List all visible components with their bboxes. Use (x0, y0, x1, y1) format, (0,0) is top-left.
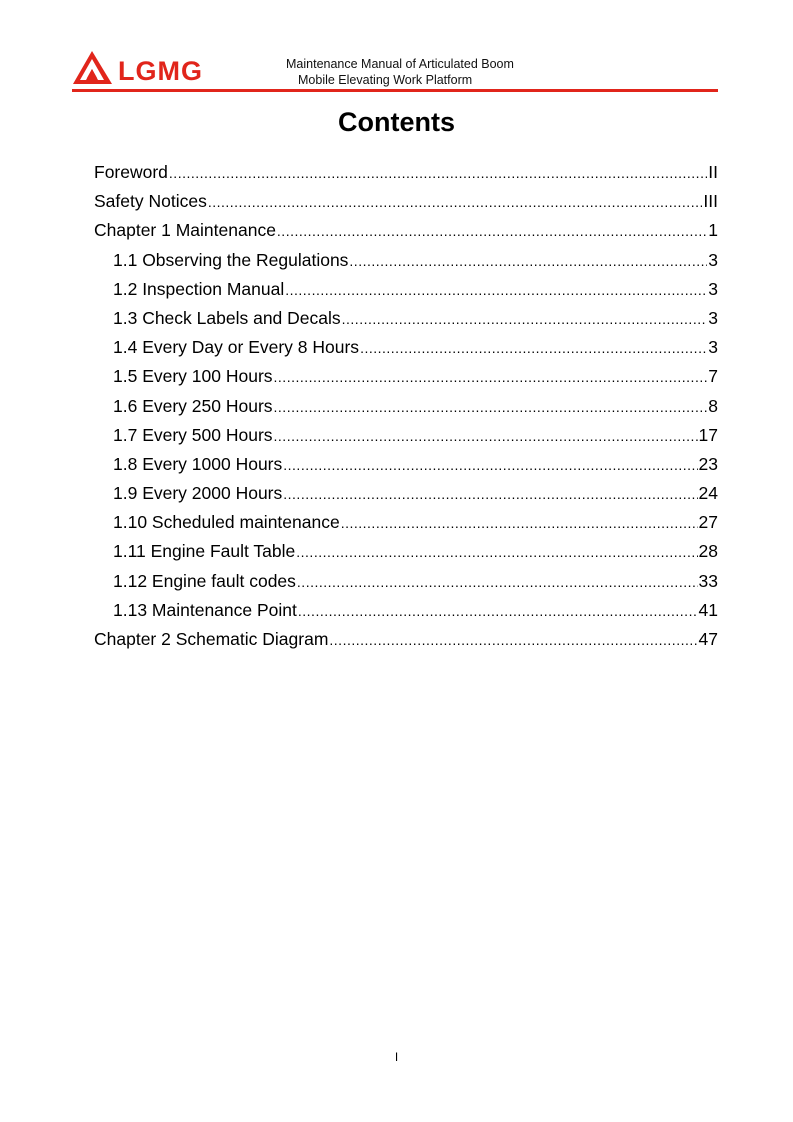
toc-entry-page[interactable]: 41 (698, 599, 718, 620)
lgmg-logo-mark (72, 50, 222, 86)
toc-entry-page[interactable]: II (708, 162, 718, 182)
toc-leader-dots (285, 275, 707, 305)
toc-entry-page[interactable]: 3 (708, 278, 718, 299)
toc-leader-dots (274, 362, 708, 392)
toc-entry[interactable] (94, 596, 718, 625)
toc-entry-page[interactable]: III (703, 191, 718, 212)
toc-leader-dots (274, 392, 708, 422)
logo-text: LGMG (118, 56, 203, 86)
toc-leader-dots (297, 567, 698, 597)
toc-leader-dots (342, 304, 708, 334)
toc-entry[interactable] (94, 508, 718, 537)
toc-entry[interactable] (94, 479, 718, 508)
toc-entry-page[interactable]: 33 (698, 570, 718, 591)
toc-leader-dots (283, 450, 697, 480)
toc-entry-page[interactable]: 47 (698, 629, 718, 649)
toc-entry-page[interactable]: 27 (698, 512, 718, 533)
toc-leader-dots (169, 158, 707, 188)
toc-leader-dots (349, 246, 707, 276)
toc-entry-label[interactable]: 1.10 Scheduled maintenance (113, 512, 340, 533)
toc-entry[interactable] (94, 421, 718, 450)
toc-entry[interactable] (94, 275, 718, 304)
header-divider (72, 89, 718, 92)
toc-entry-label[interactable]: 1.4 Every Day or Every 8 Hours (113, 337, 360, 358)
toc-entry[interactable] (94, 246, 718, 275)
toc-entry[interactable] (94, 392, 718, 421)
toc-entry-page[interactable]: 17 (698, 424, 718, 445)
toc-entry-page[interactable]: 8 (708, 395, 718, 416)
toc-entry-label[interactable]: Chapter 1 Maintenance (94, 220, 276, 241)
toc-entry-label[interactable]: Chapter 2 Schematic Diagram (94, 629, 329, 649)
toc-entry-page[interactable]: 1 (708, 220, 718, 241)
table-of-contents (94, 158, 718, 654)
toc-leader-dots (360, 333, 707, 363)
toc-entry-page[interactable]: 3 (708, 249, 718, 270)
page-number: I (394, 1050, 399, 1064)
toc-entry[interactable] (94, 216, 718, 245)
toc-entry-label[interactable]: 1.11 Engine Fault Table (113, 541, 296, 562)
lgmg-logo (72, 50, 222, 86)
toc-leader-dots (277, 216, 707, 246)
toc-entry-label[interactable]: 1.8 Every 1000 Hours (113, 453, 283, 474)
toc-entry[interactable] (94, 567, 718, 596)
document-title-line-2: Mobile Elevating Work Platform (298, 73, 473, 87)
page-header (72, 46, 718, 94)
toc-entry-page[interactable]: 24 (698, 483, 718, 504)
toc-entry-label[interactable]: 1.6 Every 250 Hours (113, 395, 273, 416)
toc-entry-label[interactable]: 1.3 Check Labels and Decals (113, 307, 341, 328)
toc-entry-label[interactable]: 1.2 Inspection Manual (113, 278, 285, 299)
toc-leader-dots (274, 421, 698, 451)
toc-entry-label[interactable]: 1.12 Engine fault codes (113, 570, 296, 591)
toc-entry[interactable] (94, 304, 718, 333)
toc-entry[interactable] (94, 625, 718, 654)
toc-entry[interactable] (94, 362, 718, 391)
document-title (286, 56, 546, 88)
toc-entry-page[interactable]: 3 (708, 307, 718, 328)
toc-entry-label[interactable]: Safety Notices (94, 191, 207, 212)
toc-leader-dots (298, 596, 698, 626)
toc-entry-label[interactable]: 1.13 Maintenance Point (113, 599, 297, 620)
page-title: Contents (338, 107, 455, 137)
toc-entry[interactable] (94, 158, 718, 187)
toc-leader-dots (283, 479, 697, 509)
toc-entry-label[interactable]: Foreword (94, 162, 168, 182)
toc-entry[interactable] (94, 537, 718, 566)
toc-entry-label[interactable]: 1.1 Observing the Regulations (113, 249, 349, 270)
toc-leader-dots (329, 625, 697, 655)
toc-entry-page[interactable]: 3 (708, 337, 718, 358)
toc-leader-dots (341, 508, 698, 538)
toc-entry-label[interactable]: 1.5 Every 100 Hours (113, 366, 273, 387)
toc-entry[interactable] (94, 450, 718, 479)
toc-entry-label[interactable]: 1.9 Every 2000 Hours (113, 483, 283, 504)
toc-entry-label[interactable]: 1.7 Every 500 Hours (113, 424, 273, 445)
toc-entry[interactable] (94, 187, 718, 216)
toc-leader-dots (296, 537, 697, 567)
toc-entry[interactable] (94, 333, 718, 362)
toc-entry-page[interactable]: 23 (698, 453, 718, 474)
toc-entry-page[interactable]: 7 (708, 366, 718, 387)
document-title-line-1: Maintenance Manual of Articulated Boom (286, 57, 514, 71)
toc-entry-page[interactable]: 28 (698, 541, 718, 562)
toc-leader-dots (208, 187, 703, 217)
